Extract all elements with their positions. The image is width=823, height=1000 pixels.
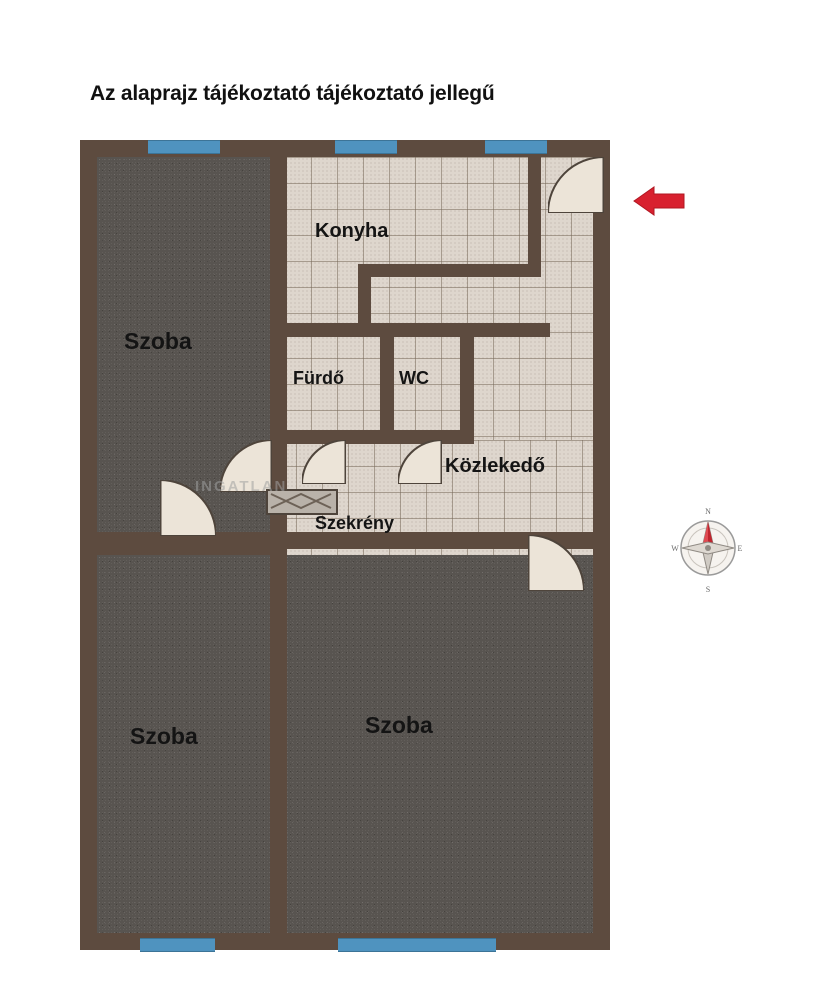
room-label-szekreny: Szekrény	[315, 513, 395, 533]
svg-text:S: S	[705, 585, 711, 594]
wall-bath-wc	[380, 337, 394, 443]
wall-bath-bottom	[270, 430, 474, 444]
wall-kitchen-divider	[358, 264, 541, 277]
watermark-text: INGATLAN	[195, 478, 288, 495]
building-outline	[80, 140, 610, 950]
entrance-arrow	[632, 186, 686, 216]
svg-text:N: N	[705, 507, 711, 516]
svg-text:W: W	[671, 544, 679, 553]
room-label-szoba-bottom-right: Szoba	[365, 712, 433, 738]
window-bottom-2	[338, 938, 496, 952]
door-szoba-bottom-right[interactable]	[528, 535, 584, 591]
window-bottom-1	[140, 938, 215, 952]
wall-kitchen-lower-vertical	[358, 264, 371, 324]
page-title: Az alaprajz tájékoztató tájékoztató jellegű	[90, 82, 495, 105]
room-szoba-bottom-right	[285, 555, 593, 933]
door-szoba-top-left[interactable]	[160, 480, 216, 536]
door-furdo[interactable]	[302, 440, 346, 484]
wardrobe-symbol	[266, 489, 338, 515]
wall-bath-top	[270, 323, 550, 337]
room-konyha	[285, 157, 593, 332]
door-corridor-left[interactable]	[220, 440, 272, 492]
room-label-szoba-bottom-left: Szoba	[130, 723, 198, 749]
room-label-szoba-top-left: Szoba	[124, 328, 192, 354]
window-top-2	[335, 140, 397, 154]
room-label-kozlekedo: Közlekedő	[445, 455, 546, 477]
room-label-wc: WC	[399, 368, 429, 388]
room-label-furdo: Fürdő	[293, 368, 344, 388]
door-entrance[interactable]	[548, 157, 604, 213]
window-top-3	[485, 140, 547, 154]
door-wc[interactable]	[398, 440, 442, 484]
window-top-1	[148, 140, 220, 154]
wall-bottom-bedrooms-divider	[270, 532, 287, 950]
svg-text:E: E	[737, 544, 743, 553]
wall-kitchen-right	[528, 157, 541, 277]
room-label-konyha: Konyha	[315, 220, 389, 242]
wall-bath-left	[270, 323, 284, 443]
compass-rose	[668, 500, 748, 596]
wall-wc-right	[460, 337, 474, 443]
